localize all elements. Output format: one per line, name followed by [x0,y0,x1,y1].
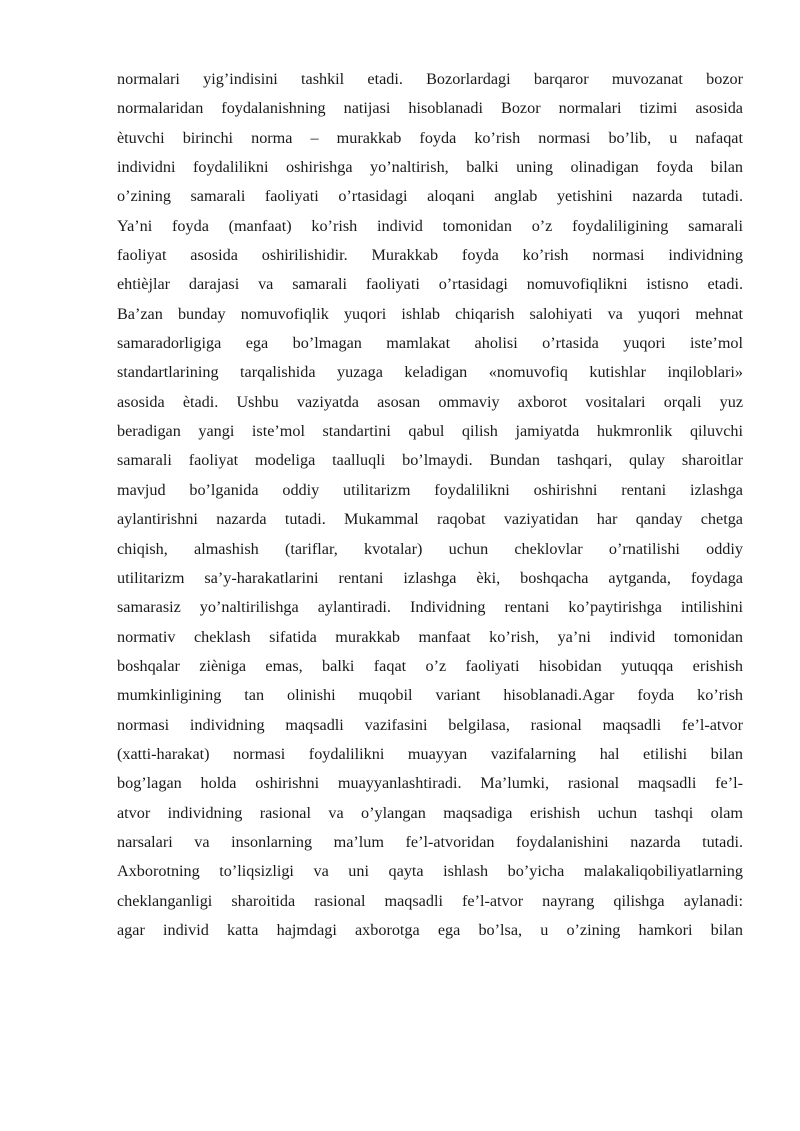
text-line: normalaridan foydalanishning natijasi hisoblanadi Bozor normalari tizimi asosida [117,99,743,118]
text-line: samarali faoliyat modeliga taalluqli bo’lmaydi. Bundan tashqari, qulay sharoitlar [117,451,743,470]
text-line: (xatti-harakat) normasi foydalilikni muayyan vazifalarning hal etilishi bilan [117,744,743,763]
text-line: beradigan yangi iste’mol standartini qabul qilish jamiyatda hukmronlik qiluvchi [117,422,743,441]
text-line: atvor individning rasional va o’ylangan maqsadiga erishish uchun tashqi olam [117,803,743,822]
text-line: narsalari va insonlarning ma’lum fe’l-atvoridan foydalanishini nazarda tutadi. [117,832,743,851]
text-line: ehtièjlar darajasi va samarali faoliyati o’rtasidagi nomuvofiqlikni istisno etadi. [117,275,743,294]
text-line: utilitarizm sa’y-harakatlarini rentani izlashga èki, boshqacha aytganda, foydaga [117,568,743,587]
text-line: samaradorligiga ega bo’lmagan mamlakat aholisi o’rtasida yuqori iste’mol [117,334,743,353]
text-line: asosida ètadi. Ushbu vaziyatda asosan ommaviy axborot vositalari orqali yuz [117,392,743,411]
text-line: standartlarining tarqalishida yuzaga keladigan «nomuvofiq kutishlar inqiloblari» [117,363,743,382]
text-line: faoliyat asosida oshirilishidir. Murakkab foyda ko’rish normasi individning [117,246,743,265]
text-line: ètuvchi birinchi norma – murakkab foyda ko’rish normasi bo’lib, u nafaqat [117,128,743,147]
body-text [117,65,743,945]
text-line: Axborotning to’liqsizligi va uni qayta ishlash bo’yicha malakaliqobiliyatlarning [117,862,743,881]
text-line: individni foydalilikni oshirishga yo’naltirish, balki uning olinadigan foyda bilan [117,158,743,177]
text-line: normativ cheklash sifatida murakkab manfaat ko’rish, ya’ni individ tomonidan [117,627,743,646]
text-line: samarasiz yo’naltirilishga aylantiradi. Individning rentani ko’paytirishga intilishini [117,598,743,617]
text-line: agar individ katta hajmdagi axborotga ega bo’lsa, u o’zining hamkori bilan [117,920,743,939]
text-line: mavjud bo’lganida oddiy utilitarizm foydalilikni oshirishni rentani izlashga [117,480,743,499]
text-line: cheklanganligi sharoitida rasional maqsadli fe’l-atvor nayrang qilishga aylanadi: [117,891,743,910]
text-line: o’zining samarali faoliyati o’rtasidagi aloqani anglab yetishini nazarda tutadi. [117,187,743,206]
text-line: bog’lagan holda oshirishni muayyanlashtiradi. Ma’lumki, rasional maqsadli fe’l- [117,774,743,793]
text-line: normasi individning maqsadli vazifasini belgilasa, rasional maqsadli fe’l-atvor [117,715,743,734]
text-line: Ya’ni foyda (manfaat) ko’rish individ tomonidan o’z foydaliligining samarali [117,216,743,235]
text-line: Ba’zan bunday nomuvofiqlik yuqori ishlab chiqarish salohiyati va yuqori mehnat [117,304,743,323]
text-line: aylantirishni nazarda tutadi. Mukammal raqobat vaziyatidan har qanday chetga [117,510,743,529]
text-line: normalari yig’indisini tashkil etadi. Bozorlardagi barqaror muvozanat bozor [117,70,743,88]
text-line: chiqish, almashish (tariflar, kvotalar) uchun cheklovlar o’rnatilishi oddiy [117,539,743,558]
text-line: mumkinligining tan olinishi muqobil variant hisoblanadi.Agar foyda ko’rish [117,686,743,705]
text-line: boshqalar zièniga emas, balki faqat o’z faoliyati hisobidan yutuqqa erishish [117,656,743,675]
